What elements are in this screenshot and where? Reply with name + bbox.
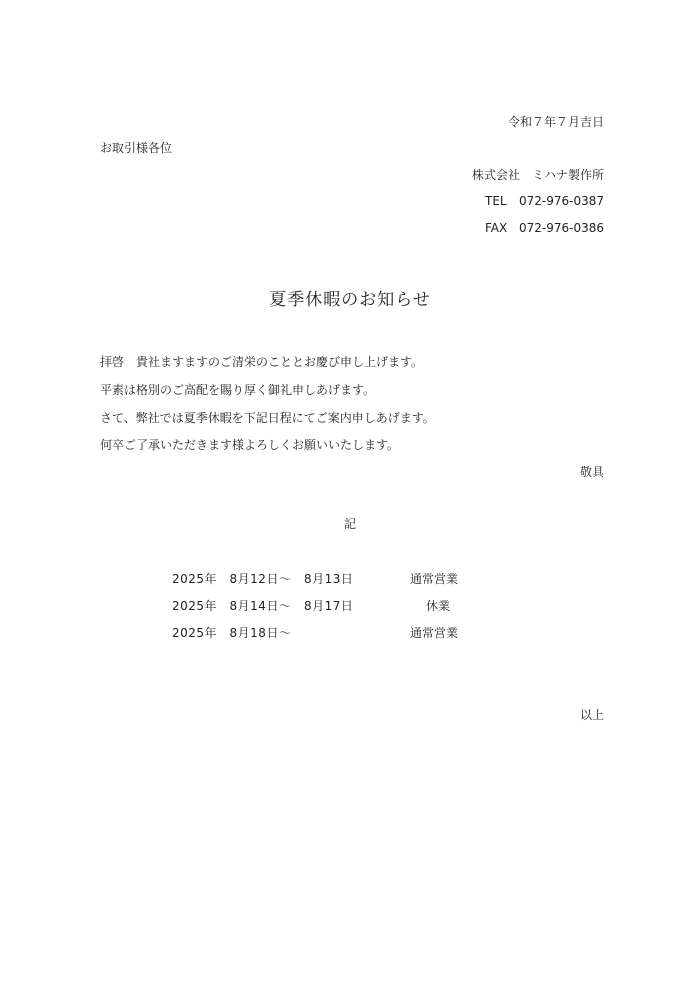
tel-label: TEL — [484, 194, 507, 208]
closing-ijo: 以上 — [579, 708, 604, 722]
body-line-announcement: さて、弊社では夏季休暇を下記日程にてご案内申しあげます。 — [100, 411, 435, 425]
fax-line — [485, 221, 604, 235]
schedule-period: 2025年 8月18日～ — [172, 626, 292, 640]
tel-number: 072-976-0387 — [518, 194, 604, 208]
company-name: 株式会社 ミハナ製作所 — [471, 168, 604, 182]
body-line-thanks: 平素は格別のご高配を賜り厚く御礼申しあげます。 — [100, 383, 376, 397]
schedule-period: 2025年 8月12日～ 8月13日 — [172, 572, 354, 586]
closing-keigu: 敬具 — [579, 465, 604, 479]
ki-heading: 記 — [343, 517, 356, 531]
schedule-status: 通常営業 — [410, 626, 459, 640]
tel-line — [485, 194, 604, 208]
recipient: お取引様各位 — [100, 141, 173, 155]
document-title: 夏季休暇のお知らせ — [269, 290, 431, 310]
body-line-request: 何卒ご了承いただきます様よろしくお願いいたします。 — [100, 438, 400, 452]
schedule-period: 2025年 8月14日～ 8月17日 — [172, 599, 354, 613]
document-date: 令和７年７月吉日 — [507, 115, 604, 129]
fax-label: FAX — [484, 221, 508, 235]
fax-number: 072-976-0386 — [518, 221, 604, 235]
schedule-status: 通常営業 — [410, 572, 459, 586]
body-line-greeting: 拝啓 貴社ますますのご清栄のこととお慶び申し上げます。 — [100, 355, 424, 369]
schedule-status: 休業 — [426, 599, 451, 613]
